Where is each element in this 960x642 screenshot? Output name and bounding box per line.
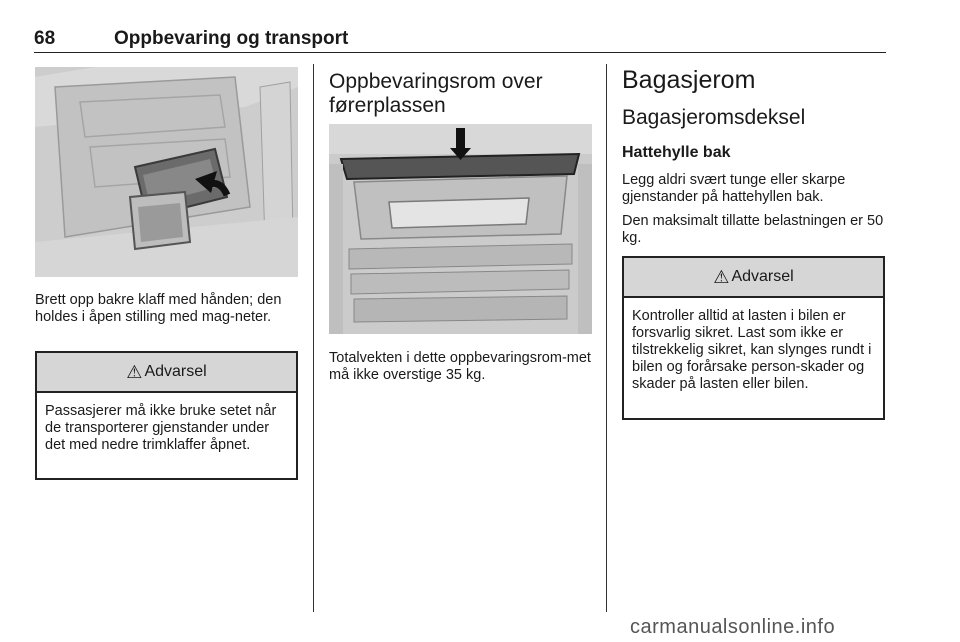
- section-heading: Oppbevaringsrom over førerplassen: [329, 70, 543, 117]
- left-warning-box: [35, 351, 298, 480]
- right-warning-box: [622, 256, 885, 420]
- warning-triangle-icon: ⚠: [126, 361, 143, 382]
- sub-subsection-title: Hattehylle bak: [622, 144, 731, 161]
- warning-text: Passasjerer må ikke bruke setet når de transporterer gjenstander under det med nedre trimklaffer åpnet.: [45, 403, 277, 453]
- page-header: [34, 28, 886, 53]
- warning-header: [37, 353, 296, 393]
- column-divider: [313, 64, 314, 612]
- subsection-title: Bagasjeromsdeksel: [622, 106, 806, 129]
- paragraph: Den maksimalt tillatte belastningen er 50 kg.: [622, 213, 884, 246]
- watermark: carmanualsonline.info: [630, 616, 836, 638]
- paragraph: Legg aldri svært tunge eller skarpe gjenstander på hattehyllen bak.: [622, 172, 846, 205]
- page-number: 68: [34, 28, 56, 49]
- warning-title: Advarsel: [731, 268, 794, 285]
- warning-text: Kontroller alltid at lasten i bilen er forsvarlig sikret. Last som ikke er tilstrekkelig sikret, kan slynges rundt i bilen og forårsake person-skader og skader på lasten eller bilen.: [632, 308, 872, 392]
- overhead-storage-illustration: [329, 124, 592, 334]
- left-caption: Brett opp bakre klaff med hånden; den holdes i åpen stilling med mag-neter.: [35, 292, 282, 325]
- column-divider: [606, 64, 607, 612]
- warning-header: [624, 258, 883, 298]
- warning-triangle-icon: ⚠: [713, 266, 730, 287]
- middle-caption: Totalvekten i dette oppbevaringsrom-met må ikke overstige 35 kg.: [329, 350, 591, 383]
- warning-title: Advarsel: [144, 363, 207, 380]
- rear-flap-illustration: [35, 67, 298, 277]
- section-title: Bagasjerom: [622, 66, 756, 94]
- page-title: Oppbevaring og transport: [114, 28, 349, 49]
